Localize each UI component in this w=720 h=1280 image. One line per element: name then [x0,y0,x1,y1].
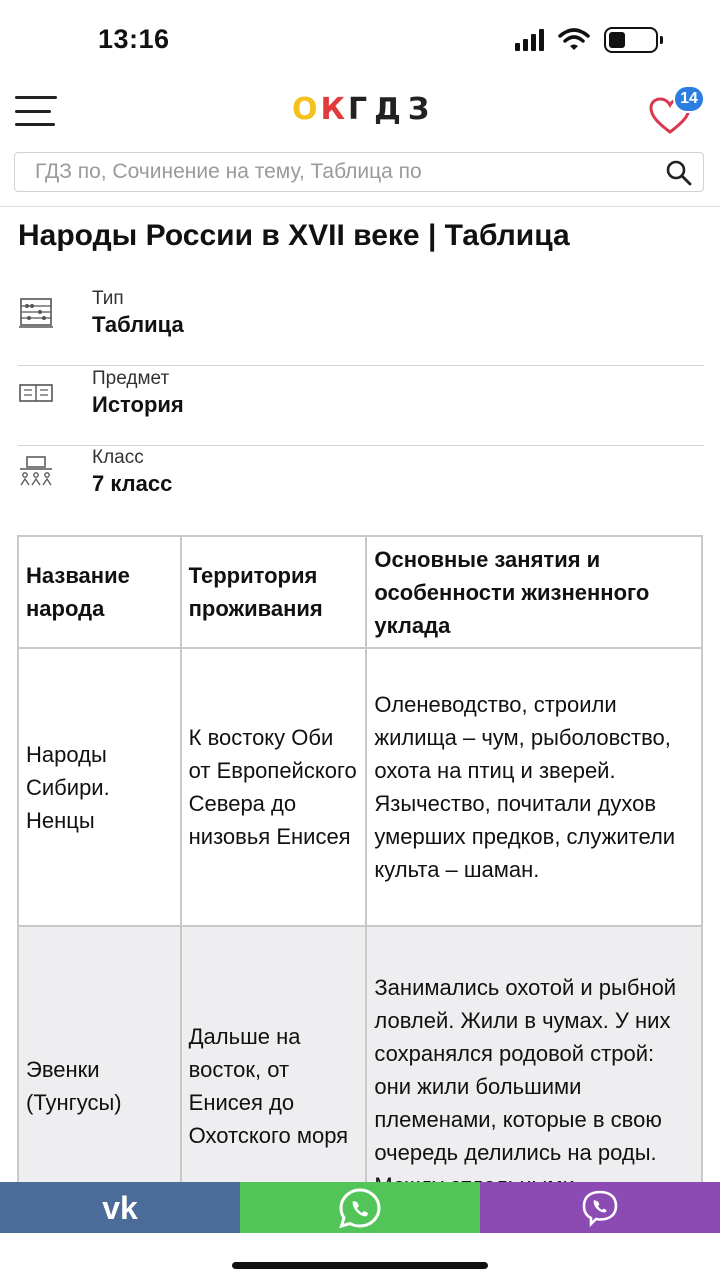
table-cell: Народы Сибири. Ненцы [18,648,181,926]
whatsapp-icon [336,1186,384,1230]
table-cell: Эвенки (Тунгусы) [18,926,181,1246]
table-row [18,648,702,926]
share-whatsapp-button[interactable] [240,1182,480,1233]
table-header-row [18,536,702,648]
table-header-cell: Основные занятия и особенности жизненного уклада [366,536,702,648]
meta-value[interactable]: 7 класс [92,471,173,496]
header-divider [0,206,720,207]
share-viber-button[interactable] [480,1182,720,1233]
meta-label: Тип [92,288,124,309]
peoples-table [17,535,703,1247]
meta-label: Предмет [92,368,170,389]
book-icon [18,376,54,410]
meta-label: Класс [92,447,144,468]
search-bar [14,152,704,192]
svg-text:vk: vk [102,1191,138,1224]
abacus-icon [18,296,54,330]
meta-value[interactable]: Таблица [92,312,184,337]
search-icon[interactable] [665,159,693,187]
cellular-signal-icon [515,29,544,51]
status-bar [0,0,720,80]
table-cell: Оленеводство, строили жилища – чум, рыболовство, охота на птиц и зверей. Язычество, почитали духов умерших предков, служители культа – шаман. [366,648,702,926]
meta-subject [18,368,704,446]
table-cell: Занимались охотой и рыбной ловлей. Жили в чумах. У них сохранялся родовой строй: они жили большими племенами, которые в свою очередь делились на роды. [366,926,702,1246]
header [0,80,720,142]
status-icons [515,26,658,54]
vk-icon [91,1192,149,1224]
bottom-bar [0,1233,720,1280]
table-header-cell: Название народа [18,536,181,648]
wifi-icon [558,28,590,52]
meta-value[interactable]: История [92,392,184,417]
viber-icon [578,1188,622,1228]
search-input[interactable] [15,153,655,190]
site-logo[interactable]: ОКГДЗ [292,92,437,127]
classroom-icon [18,455,54,489]
share-bar [0,1182,720,1233]
menu-icon[interactable] [15,96,57,126]
table-cell: К востоку Оби от Европейского Севера до низовья Енисея [181,648,367,926]
status-time: 13:16 [98,24,170,54]
favorites-count-badge: 14 [673,85,705,113]
table-cell: Дальше на восток, от Енисея до Охотского моря [181,926,367,1246]
meta-grade [18,447,704,525]
table-header-cell: Территория проживания [181,536,367,648]
meta-type [18,288,704,366]
battery-icon [604,27,658,53]
page-title: Народы России в XVII веке | Таблица [18,219,570,252]
home-indicator[interactable] [232,1262,488,1269]
share-vk-button[interactable] [0,1182,240,1233]
